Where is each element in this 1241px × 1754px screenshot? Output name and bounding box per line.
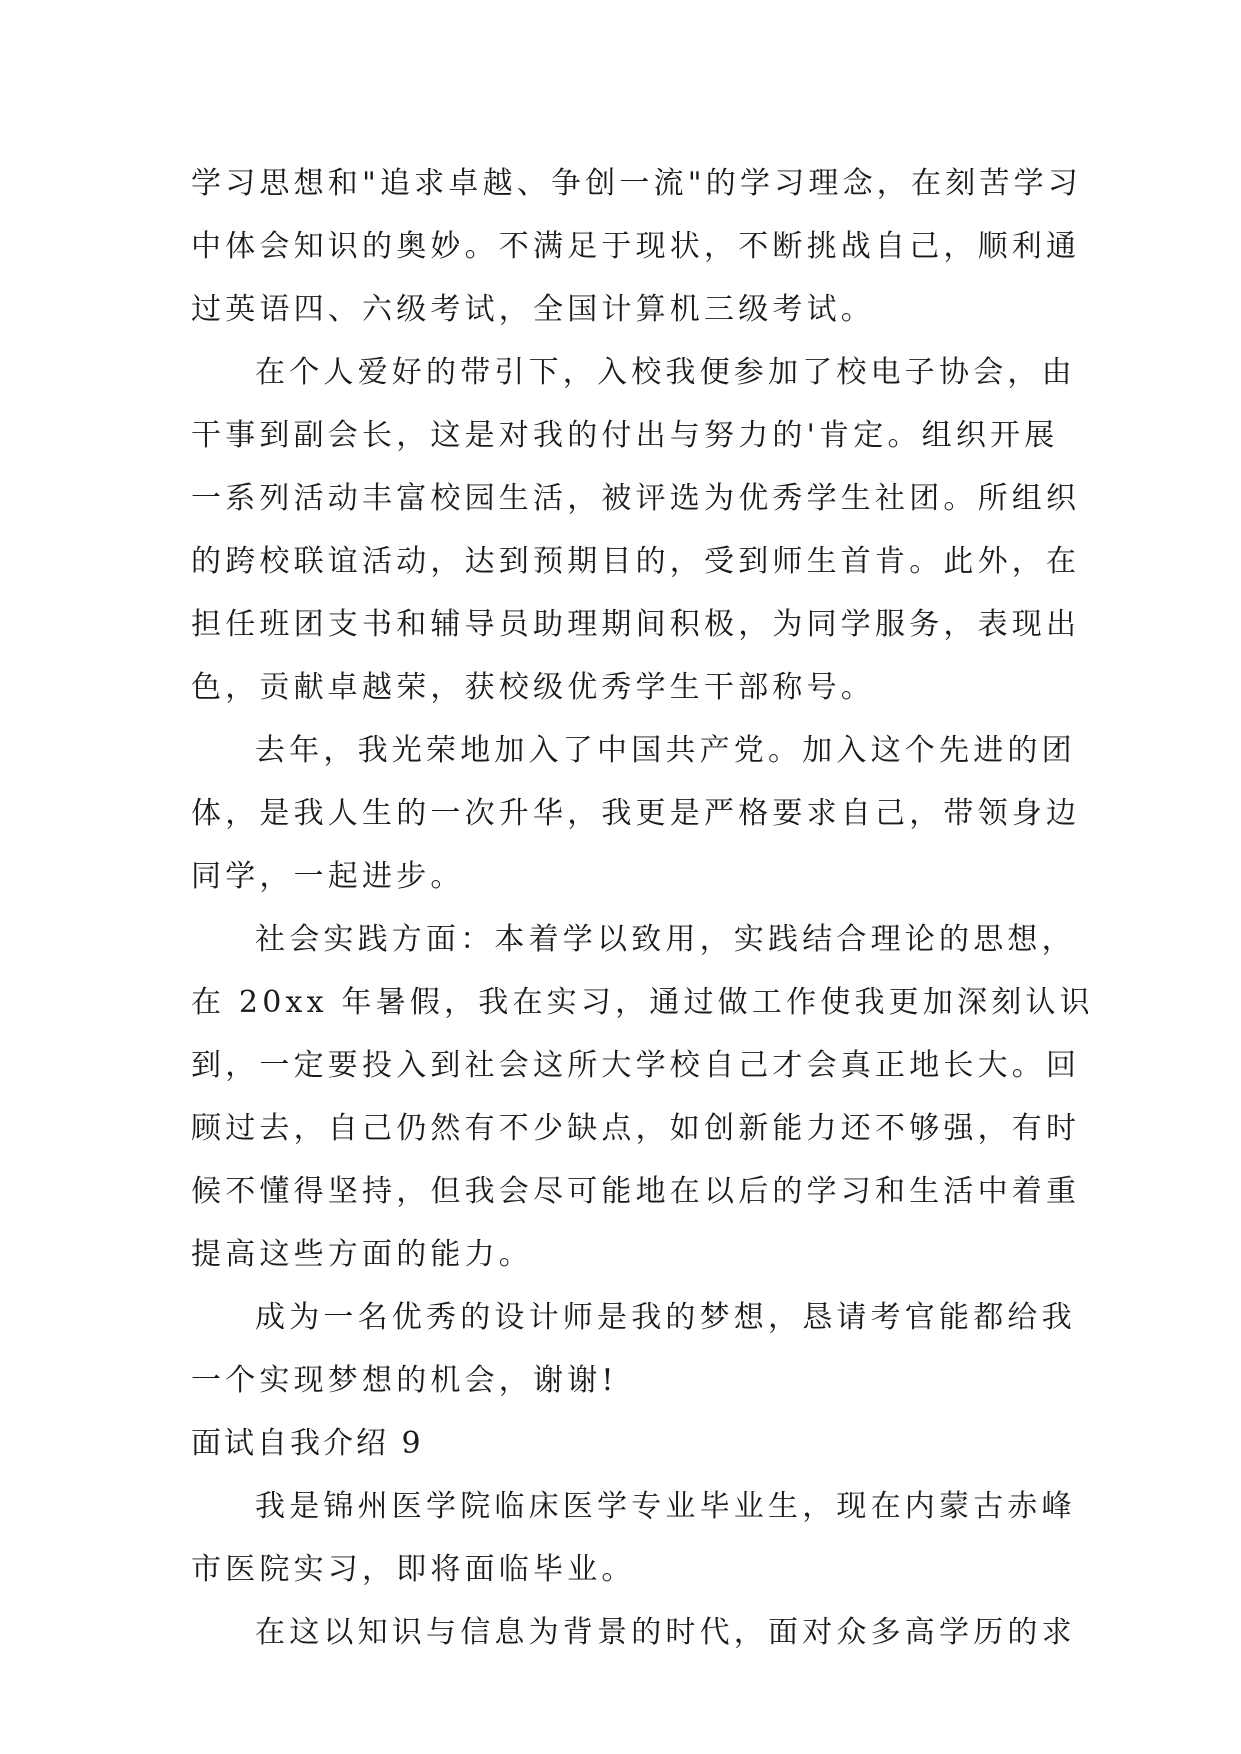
paragraph-2 — [191, 341, 1081, 719]
section-heading: 面试自我介绍 9 — [191, 1426, 424, 1461]
paragraph-5 — [191, 1286, 1076, 1412]
text-line: 干事到副会长，这是对我的付出与努力的'肯定。组织开展 — [191, 418, 1059, 453]
text-line: 顾过去，自己仍然有不少缺点，如创新能力还不够强，有时 — [191, 1111, 1081, 1146]
text-line: 同学，一起进步。 — [191, 859, 465, 894]
text-line: 担任班团支书和辅导员助理期间积极，为同学服务，表现出 — [191, 607, 1081, 642]
text-line: 我是锦州医学院临床医学专业毕业生，现在内蒙古赤峰 — [255, 1489, 1076, 1524]
text-line: 到，一定要投入到社会这所大学校自己才会真正地长大。回 — [191, 1048, 1081, 1083]
text-line: 学习思想和"追求卓越、争创一流"的学习理念，在刻苦学习 — [191, 166, 1082, 201]
paragraph-7 — [191, 1601, 1076, 1664]
paragraph-6 — [191, 1475, 1076, 1601]
text-line: 一个实现梦想的机会，谢谢! — [191, 1363, 618, 1398]
text-line: 一系列活动丰富校园生活，被评选为优秀学生社团。所组织 — [191, 481, 1081, 516]
text-line: 在个人爱好的带引下，入校我便参加了校电子协会，由 — [255, 355, 1076, 390]
text-line: 在这以知识与信息为背景的时代，面对众多高学历的求 — [255, 1615, 1076, 1650]
text-line: 成为一名优秀的设计师是我的梦想，恳请考官能都给我 — [255, 1300, 1076, 1335]
text-line: 的跨校联谊活动，达到预期目的，受到师生首肯。此外，在 — [191, 544, 1081, 579]
text-line: 在 20xx 年暑假，我在实习，通过做工作使我更加深刻认识 — [191, 985, 1094, 1020]
document-page — [191, 152, 1094, 1664]
text-line: 候不懂得坚持，但我会尽可能地在以后的学习和生活中着重 — [191, 1174, 1081, 1209]
text-line: 社会实践方面：本着学以致用，实践结合理论的思想， — [255, 922, 1076, 957]
text-line: 体，是我人生的一次升华，我更是严格要求自己，带领身边 — [191, 796, 1081, 831]
text-line: 去年，我光荣地加入了中国共产党。加入这个先进的团 — [255, 733, 1076, 768]
text-line: 色，贡献卓越荣，获校级优秀学生干部称号。 — [191, 670, 875, 705]
paragraph-1 — [191, 152, 1082, 341]
text-line: 提高这些方面的能力。 — [191, 1237, 533, 1272]
text-line: 市医院实习，即将面临毕业。 — [191, 1552, 636, 1587]
text-line: 过英语四、六级考试，全国计算机三级考试。 — [191, 292, 875, 327]
text-line: 中体会知识的奥妙。不满足于现状，不断挑战自己，顺利通 — [191, 229, 1081, 264]
paragraph-4 — [191, 908, 1094, 1286]
paragraph-3 — [191, 719, 1081, 908]
